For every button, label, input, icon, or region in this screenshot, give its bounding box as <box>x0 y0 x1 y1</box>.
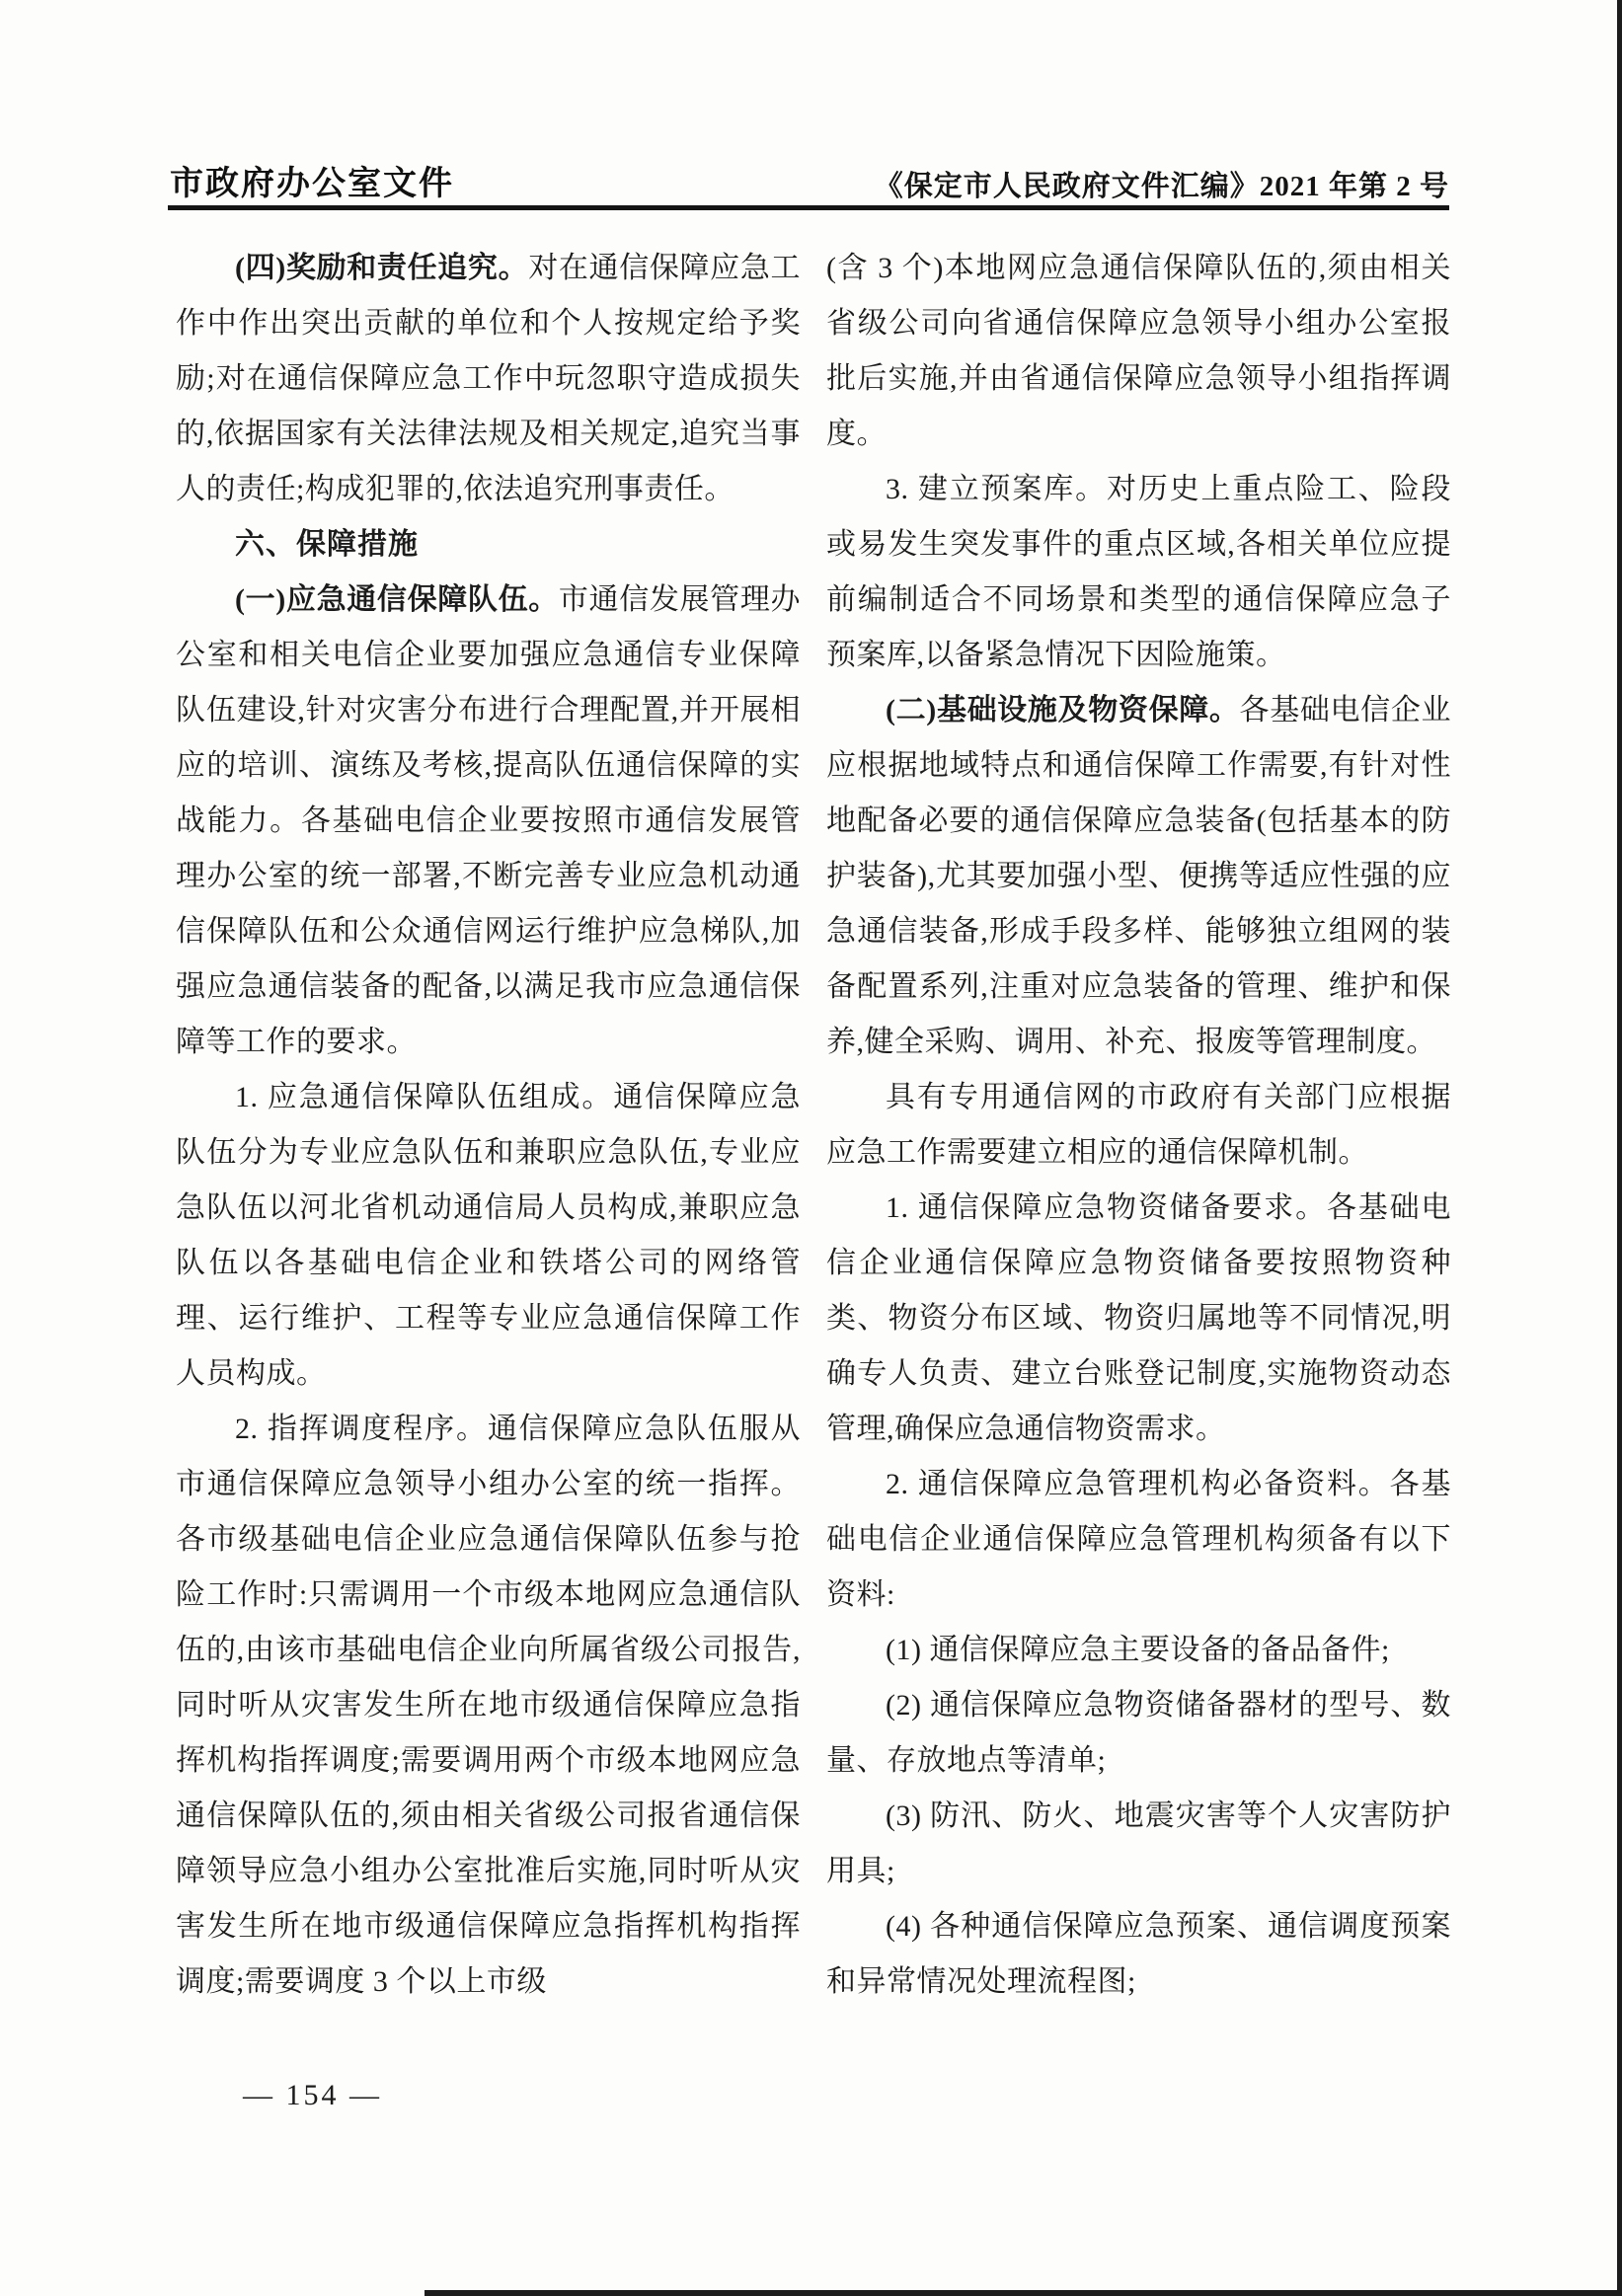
document-body <box>176 241 1451 2010</box>
paragraph: (一)应急通信保障队伍。市通信发展管理办公室和相关电信企业要加强应急通信专业保障队伍建设,针对灾害分布进行合理配置,并开展相应的培训、演练及考核,提高队伍通信保障的实战能力。各基础电信企业要按照市通信发展管理办公室的统一部署,不断完善专业应急机动通信保障队伍和公众通信网运行维护应急梯队,加强应急通信装备的配备,以满足我市应急通信保障等工作的要求。 <box>176 583 802 1058</box>
right-column <box>826 241 1451 2010</box>
paragraph: 1. 应急通信保障队伍组成。通信保障应急队伍分为专业应急队伍和兼职应急队伍,专业应急队伍以河北省机动通信局人员构成,兼职应急队伍以各基础电信企业和铁塔公司的网络管理、运行维护、工程等专业应急通信保障工作人员构成。 <box>176 1081 801 1390</box>
scan-edge-bottom <box>425 2290 1622 2296</box>
header-left-title: 市政府办公室文件 <box>170 165 454 202</box>
page-header <box>170 156 1449 204</box>
paragraph: (4) 各种通信保障应急预案、通信调度预案和异常情况处理流程图; <box>826 1910 1451 1998</box>
paragraph: (2) 通信保障应急物资储备器材的型号、数量、存放地点等清单; <box>826 1689 1451 1777</box>
paragraph: (1) 通信保障应急主要设备的备品备件; <box>886 1634 1390 1666</box>
paragraph: (二)基础设施及物资保障。各基础电信企业应根据地域特点和通信保障工作需要,有针对性地配备必要的通信保障应急装备(包括基本的防护装备),尤其要加强小型、便携等适应性强的应急通信装备,形成手段多样、能够独立组网的装备配置系列,注重对应急装备的管理、维护和保养,健全采购、调用、补充、报废等管理制度。 <box>826 694 1451 1058</box>
paragraph: 2. 指挥调度程序。通信保障应急队伍服从市通信保障应急领导小组办公室的统一指挥。各市级基础电信企业应急通信保障队伍参与抢险工作时:只需调用一个市级本地网应急通信队伍的,由该市基础电信企业向所属省级公司报告,同时听从灾害发生所在地市级通信保障应急指挥机构指挥调度;需要调用两个市级本地网应急通信保障队伍的,须由相关省级公司报省通信保障领导应急小组办公室批准后实施,同时听从灾害发生所在地市级通信保障应急指挥机构指挥调度;需要调度 3 个以上市级 <box>176 1413 801 1998</box>
paragraph: 具有专用通信网的市政府有关部门应根据应急工作需要建立相应的通信保障机制。 <box>826 1081 1451 1169</box>
header-right-title: 《保定市人民政府文件汇编》2021 年第 2 号 <box>874 171 1449 202</box>
paragraph: (四)奖励和责任追究。对在通信保障应急工作中作出突出贡献的单位和个人按规定给予奖励;对在通信保障应急工作中玩忽职守造成损失的,依据国家有关法律法规及相关规定,追究当事人的责任;构成犯罪的,依法追究刑事责任。 <box>176 252 802 505</box>
page-number: — 154 — <box>243 2079 382 2111</box>
paragraph: 3. 建立预案库。对历史上重点险工、险段或易发生突发事件的重点区域,各相关单位应提前编制适合不同场景和类型的通信保障应急子预案库,以备紧急情况下因险施策。 <box>826 473 1451 671</box>
paragraph: (含 3 个)本地网应急通信保障队伍的,须由相关省级公司向省通信保障应急领导小组办公室报批后实施,并由省通信保障应急领导小组指挥调度。 <box>826 252 1451 450</box>
scan-edge-right <box>1617 0 1622 2296</box>
left-column <box>176 241 801 2010</box>
paragraph-lead: (二)基础设施及物资保障。 <box>886 694 1240 727</box>
paragraph: 1. 通信保障应急物资储备要求。各基础电信企业通信保障应急物资储备要按照物资种类、物资分布区域、物资归属地等不同情况,明确专人负责、建立台账登记制度,实施物资动态管理,确保应急通信物资需求。 <box>826 1191 1451 1445</box>
paragraph: (3) 防汛、防火、地震灾害等个人灾害防护用具; <box>826 1799 1451 1887</box>
paragraph-lead: (一)应急通信保障队伍。 <box>235 583 559 616</box>
section-heading: 六、保障措施 <box>235 528 419 561</box>
header-divider-rule <box>168 205 1449 210</box>
paragraph-lead: (四)奖励和责任追究。 <box>235 252 529 284</box>
paragraph: 2. 通信保障应急管理机构必备资料。各基础电信企业通信保障应急管理机构须备有以下资料: <box>826 1468 1451 1611</box>
